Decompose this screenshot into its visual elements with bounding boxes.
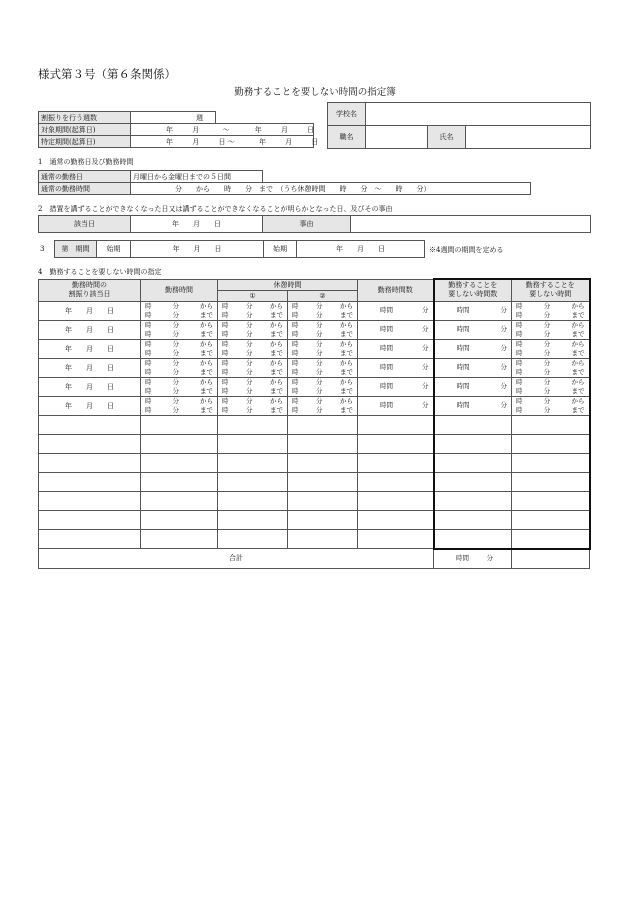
designation-table (38, 278, 591, 569)
break2-cell[interactable] (288, 510, 358, 529)
table-row (39, 415, 590, 434)
section3-number: 3 (40, 245, 45, 253)
work-time-cell[interactable]: 時 分 から 時 分 まで (141, 358, 218, 377)
off-time-cell[interactable] (512, 491, 590, 510)
date-cell[interactable] (39, 472, 141, 491)
break1-cell[interactable] (218, 472, 288, 491)
table-row (39, 472, 590, 491)
target-period-label: 対象期間(起算日) (39, 124, 131, 136)
break2-cell[interactable] (288, 472, 358, 491)
school-field[interactable] (366, 103, 591, 126)
work-time-cell[interactable] (141, 415, 218, 434)
hours-cell[interactable] (358, 472, 434, 491)
date-cell[interactable] (39, 453, 141, 472)
specific-period-label: 特定期間(起算日) (39, 136, 131, 148)
specific-period-field[interactable]: 年 月 日 〜 年 月 日 (131, 136, 314, 148)
normal-days-value: 月曜日から金曜日までの５日間 (131, 171, 263, 183)
period-table (38, 111, 319, 148)
work-time-cell[interactable] (141, 453, 218, 472)
date-field[interactable]: 年 月 日 (131, 216, 263, 233)
section1-table (38, 170, 531, 195)
position-label: 職名 (328, 126, 366, 149)
table-row (39, 301, 590, 320)
table-row (39, 434, 590, 453)
off-hours-cell[interactable]: 時間 分 (434, 339, 512, 358)
work-time-cell[interactable] (141, 434, 218, 453)
off-time-cell[interactable] (512, 510, 590, 529)
position-field[interactable] (366, 126, 428, 149)
date-cell[interactable] (39, 529, 141, 549)
break1-cell[interactable] (218, 529, 288, 549)
break2-cell[interactable] (288, 453, 358, 472)
col-hours-header: 勤務時間数 (358, 279, 434, 301)
table-row (39, 453, 590, 472)
col-break-header: 休憩時間 (218, 279, 358, 290)
off-hours-cell[interactable] (434, 510, 512, 529)
off-hours-cell[interactable]: 時間 分 (434, 396, 512, 415)
section3-note: ※4週間の期間を定める (429, 246, 504, 254)
table-row (39, 529, 590, 549)
work-time-cell[interactable] (141, 529, 218, 549)
off-hours-cell[interactable]: 時間 分 (434, 320, 512, 339)
hours-cell[interactable]: 時間 分 (358, 320, 434, 339)
date-cell[interactable]: 年 月 日 (39, 339, 141, 358)
break1-cell[interactable]: 時 分 から 時 分 まで (218, 358, 288, 377)
normal-days-label: 通常の勤務日 (39, 171, 131, 183)
section2-heading: 2 措置を講ずることができなくなった日又は講ずることができなくなることが明らかとなった日、及びその事由 (38, 205, 393, 213)
break1-cell[interactable]: 時 分 から 時 分 まで (218, 377, 288, 396)
section4-heading: 4 勤務することを要しない時間の指定 (38, 268, 162, 276)
off-time-cell[interactable] (512, 434, 590, 453)
table-row (39, 320, 590, 339)
hours-cell[interactable] (358, 491, 434, 510)
break1-cell[interactable] (218, 491, 288, 510)
col-break1-header: ① (218, 290, 288, 301)
normal-hours-label: 通常の勤務時間 (39, 183, 131, 195)
reason-field[interactable] (351, 216, 591, 233)
work-time-cell[interactable]: 時 分 から 時 分 まで (141, 320, 218, 339)
hours-cell[interactable] (358, 529, 434, 549)
off-hours-cell[interactable] (434, 529, 512, 549)
end-field[interactable]: 年 月 日 (297, 241, 425, 258)
table-row (39, 358, 590, 377)
target-period-field[interactable]: 年 月 〜 年 月 日 (131, 124, 314, 136)
break1-cell[interactable]: 時 分 から 時 分 まで (218, 301, 288, 320)
reason-label: 事由 (263, 216, 351, 233)
hours-cell[interactable]: 時間 分 (358, 339, 434, 358)
work-time-cell[interactable]: 時 分 から 時 分 まで (141, 339, 218, 358)
hours-cell[interactable]: 時間 分 (358, 377, 434, 396)
break2-cell[interactable] (288, 434, 358, 453)
off-time-cell[interactable] (512, 453, 590, 472)
work-time-cell[interactable] (141, 472, 218, 491)
total-off-hours[interactable]: 時間 分 (434, 549, 512, 569)
off-time-cell[interactable] (512, 472, 590, 491)
break1-cell[interactable]: 時 分 から 時 分 まで (218, 320, 288, 339)
col-off-hours-header: 勤務することを 要しない時間数 (434, 279, 512, 301)
break1-cell[interactable] (218, 434, 288, 453)
work-time-cell[interactable]: 時 分 から 時 分 まで (141, 301, 218, 320)
date-cell[interactable]: 年 月 日 (39, 320, 141, 339)
break1-cell[interactable] (218, 510, 288, 529)
off-time-cell[interactable] (512, 529, 590, 549)
date-cell[interactable] (39, 510, 141, 529)
off-time-cell[interactable] (512, 415, 590, 434)
off-hours-cell[interactable]: 時間 分 (434, 301, 512, 320)
off-time-cell[interactable]: 時 分 から 時 分 まで (512, 377, 590, 396)
off-hours-cell[interactable] (434, 491, 512, 510)
date-cell[interactable]: 年 月 日 (39, 358, 141, 377)
section1-heading: 1 通常の勤務日及び勤務時間 (38, 158, 134, 166)
break1-cell[interactable]: 時 分 から 時 分 まで (218, 396, 288, 415)
off-hours-cell[interactable] (434, 472, 512, 491)
table-row (39, 396, 590, 415)
break2-cell[interactable]: 時 分 から 時 分 まで (288, 358, 358, 377)
break2-cell[interactable]: 時 分 から 時 分 まで (288, 377, 358, 396)
work-time-cell[interactable]: 時 分 から 時 分 まで (141, 377, 218, 396)
date-cell[interactable] (39, 491, 141, 510)
table-row (39, 377, 590, 396)
hours-cell[interactable]: 時間 分 (358, 301, 434, 320)
section2-table (38, 215, 591, 233)
col-date-header: 勤務時間の 割振り該当日 (39, 279, 141, 301)
work-time-cell[interactable] (141, 491, 218, 510)
col-off-time-header: 勤務することを 要しない時間 (512, 279, 590, 301)
break2-cell[interactable]: 時 分 から 時 分 まで (288, 301, 358, 320)
end-label: 始期 (264, 241, 297, 258)
section3-table (54, 240, 425, 258)
break2-cell[interactable] (288, 529, 358, 549)
work-time-cell[interactable]: 時 分 から 時 分 まで (141, 396, 218, 415)
date-cell[interactable]: 年 月 日 (39, 396, 141, 415)
date-cell[interactable] (39, 434, 141, 453)
work-time-cell[interactable] (141, 510, 218, 529)
hours-cell[interactable] (358, 453, 434, 472)
total-label: 合計 (39, 549, 434, 569)
off-time-cell[interactable]: 時 分 から 時 分 まで (512, 301, 590, 320)
hours-cell[interactable] (358, 415, 434, 434)
name-label: 氏名 (428, 126, 466, 149)
school-label: 学校名 (328, 103, 366, 126)
form-label: 様式第３号（第６条関係） (38, 67, 176, 81)
off-hours-cell[interactable] (434, 453, 512, 472)
col-break2-header: ② (288, 290, 358, 301)
off-time-cell[interactable]: 時 分 から 時 分 まで (512, 339, 590, 358)
page-title: 勤務することを要しない時間の指定簿 (234, 87, 396, 98)
weeks-label: 割振りを行う週数 (39, 112, 131, 124)
off-time-cell[interactable]: 時 分 から 時 分 まで (512, 320, 590, 339)
period-number-label: 第 期間 (55, 241, 97, 258)
col-work-header: 勤務時間 (141, 279, 218, 301)
break1-cell[interactable] (218, 415, 288, 434)
off-hours-cell[interactable]: 時間 分 (434, 358, 512, 377)
break1-cell[interactable] (218, 453, 288, 472)
name-field[interactable] (466, 126, 591, 149)
date-cell[interactable] (39, 415, 141, 434)
off-hours-cell[interactable] (434, 434, 512, 453)
school-table (327, 102, 591, 149)
hours-cell[interactable] (358, 510, 434, 529)
break2-cell[interactable]: 時 分 から 時 分 まで (288, 396, 358, 415)
break1-cell[interactable]: 時 分 から 時 分 まで (218, 339, 288, 358)
off-time-cell[interactable]: 時 分 から 時 分 まで (512, 396, 590, 415)
break2-cell[interactable] (288, 491, 358, 510)
off-hours-cell[interactable]: 時間 分 (434, 377, 512, 396)
table-row (39, 491, 590, 510)
start-label: 始期 (97, 241, 131, 258)
break2-cell[interactable]: 時 分 から 時 分 まで (288, 320, 358, 339)
hours-cell[interactable]: 時間 分 (358, 396, 434, 415)
weeks-unit: 週 (196, 113, 203, 122)
table-row (39, 510, 590, 529)
off-hours-cell[interactable] (434, 415, 512, 434)
start-field[interactable]: 年 月 日 (131, 241, 264, 258)
date-label: 該当日 (39, 216, 131, 233)
normal-hours-field[interactable]: 分 から 時 分 まで （うち休憩時間 時 分 〜 時 分） (131, 183, 531, 195)
hours-cell[interactable]: 時間 分 (358, 358, 434, 377)
total-off-time[interactable] (512, 549, 590, 569)
hours-cell[interactable] (358, 434, 434, 453)
weeks-field[interactable] (131, 112, 216, 124)
break2-cell[interactable] (288, 415, 358, 434)
table-row (39, 339, 590, 358)
off-time-cell[interactable]: 時 分 から 時 分 まで (512, 358, 590, 377)
date-cell[interactable]: 年 月 日 (39, 301, 141, 320)
break2-cell[interactable]: 時 分 から 時 分 まで (288, 339, 358, 358)
date-cell[interactable]: 年 月 日 (39, 377, 141, 396)
